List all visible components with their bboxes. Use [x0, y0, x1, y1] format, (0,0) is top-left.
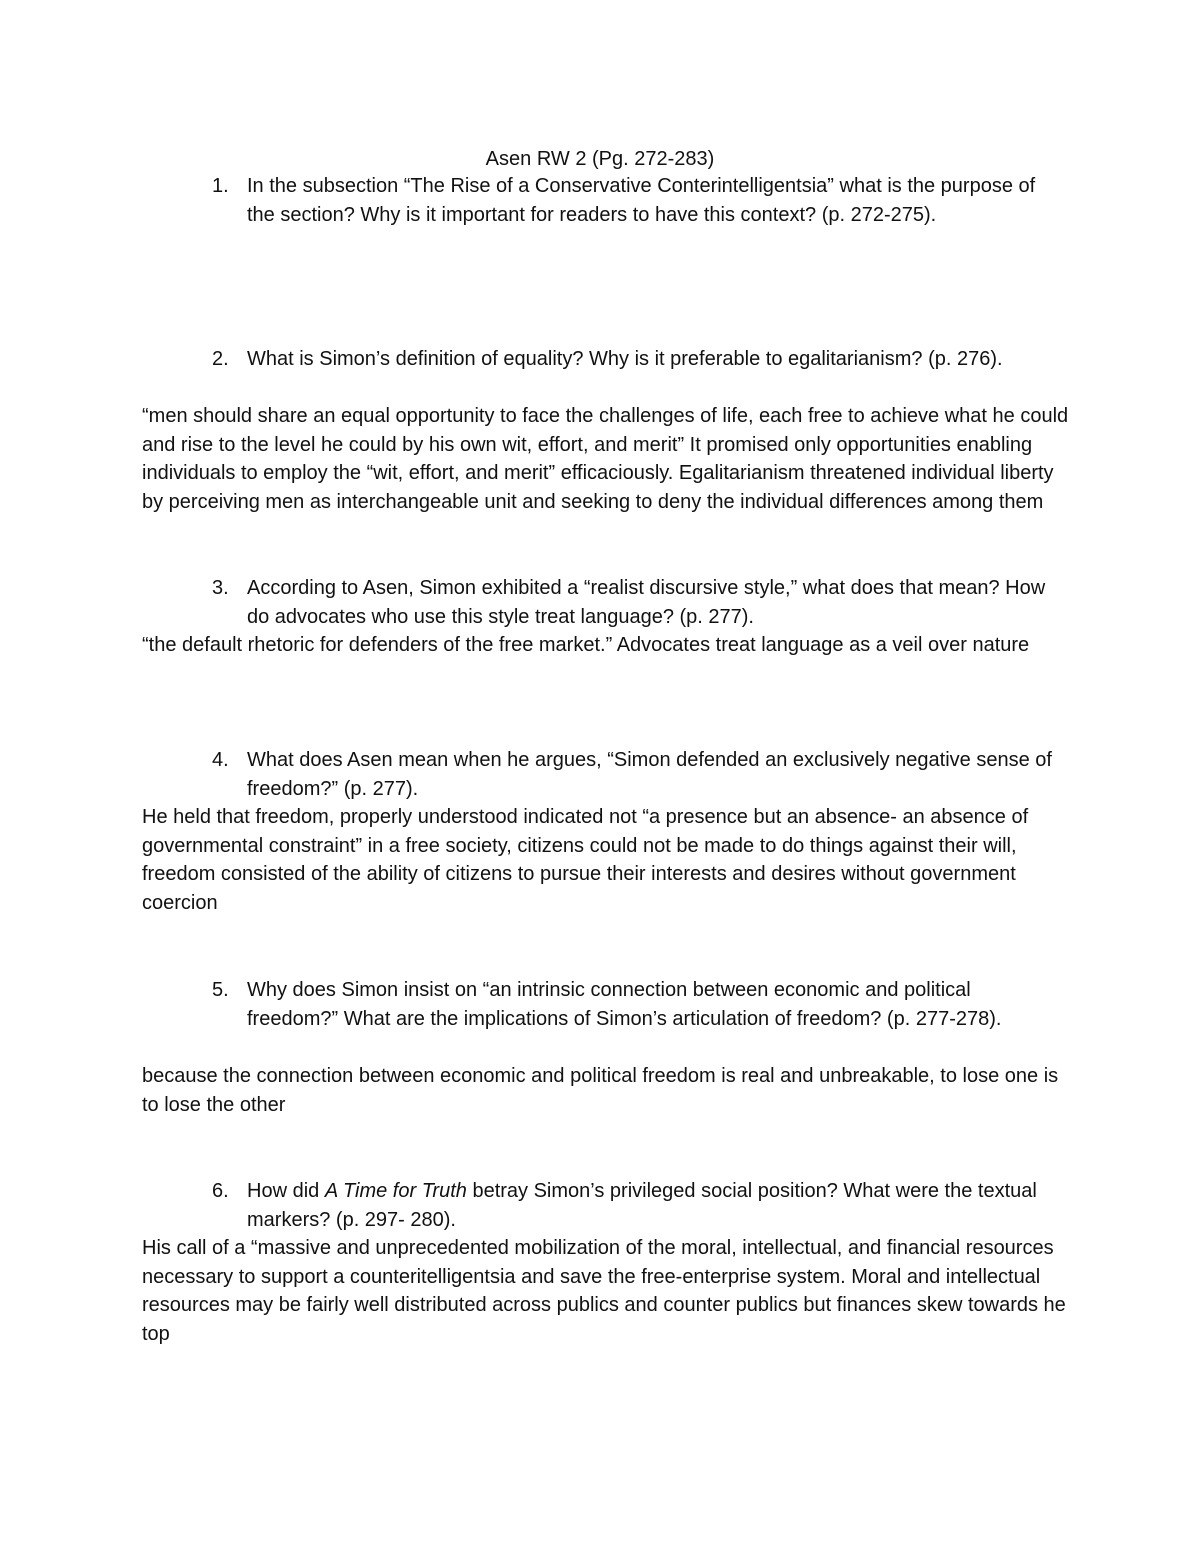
book-title: A Time for Truth: [324, 1180, 467, 1202]
question-number: 3.: [212, 577, 229, 599]
question-number: 1.: [212, 175, 229, 197]
question-text: In the subsection “The Rise of a Conservative Conterintelligentsia” what is the purpose of the section? Why is it important for readers to have this context? (p. 272-275).: [247, 175, 1036, 226]
question-5: [212, 976, 1052, 1033]
question-number: 5.: [212, 979, 229, 1001]
question-text: What is Simon’s definition of equality? Why is it preferable to egalitarianism? (p. 276).: [247, 348, 1003, 370]
question-number: 2.: [212, 348, 229, 370]
question-text: According to Asen, Simon exhibited a “realist discursive style,” what does that mean? How do advocates who use this style treat language? (p. 277).: [247, 577, 1046, 628]
question-text: Why does Simon insist on “an intrinsic connection between economic and political freedom?” What are the implications of Simon’s articulation of freedom? (p. 277-278).: [247, 979, 1002, 1030]
question-text: [247, 1177, 1052, 1234]
question-4: [212, 746, 1052, 803]
answer-2: “men should share an equal opportunity to face the challenges of life, each free to achieve what he could and rise to the level he could by his own wit, effort, and merit” It promised only opportunities enabling individuals to employ the “wit, effort, and merit” efficaciously. Egalitarianism threatened individual liberty by perceiving men as interchangeable unit and seeking to deny the individual differences among them: [142, 405, 1069, 514]
question-6: [212, 1177, 1052, 1234]
question-text: What does Asen mean when he argues, “Simon defended an exclusively negative sense of freedom?” (p. 277).: [247, 749, 1052, 800]
answer-3: “the default rhetoric for defenders of the free market.” Advocates treat language as a veil over nature: [142, 634, 1030, 656]
question-text-end: betray Simon’s privileged social position? What were the textual markers? (p. 297- 280).: [247, 1180, 1037, 1231]
question-3: [212, 574, 1052, 631]
answer-4: He held that freedom, properly understood indicated not “a presence but an absence- an absence of governmental constraint” in a free society, citizens could not be made to do things against their will, freedom consisted of the ability of citizens to pursue their interests and desires without government coercion: [142, 806, 1029, 915]
question-number: 6.: [212, 1180, 229, 1202]
question-number: 4.: [212, 749, 229, 771]
answer-6: His call of a “massive and unprecedented mobilization of the moral, intellectual, and financial resources necessary to support a counteritelligentsia and save the free-enterprise system. Moral and intellectual resources may be fairly well distributed across publics and counter publics but finances skew towards he top: [142, 1237, 1066, 1346]
document-title: Asen RW 2 (Pg. 272-283): [485, 148, 715, 170]
answer-5: because the connection between economic and political freedom is real and unbreakable, to lose one is to lose the other: [142, 1065, 1059, 1116]
question-1: [212, 172, 1052, 229]
question-2: [212, 345, 1052, 374]
question-text-start: How did: [247, 1180, 325, 1202]
